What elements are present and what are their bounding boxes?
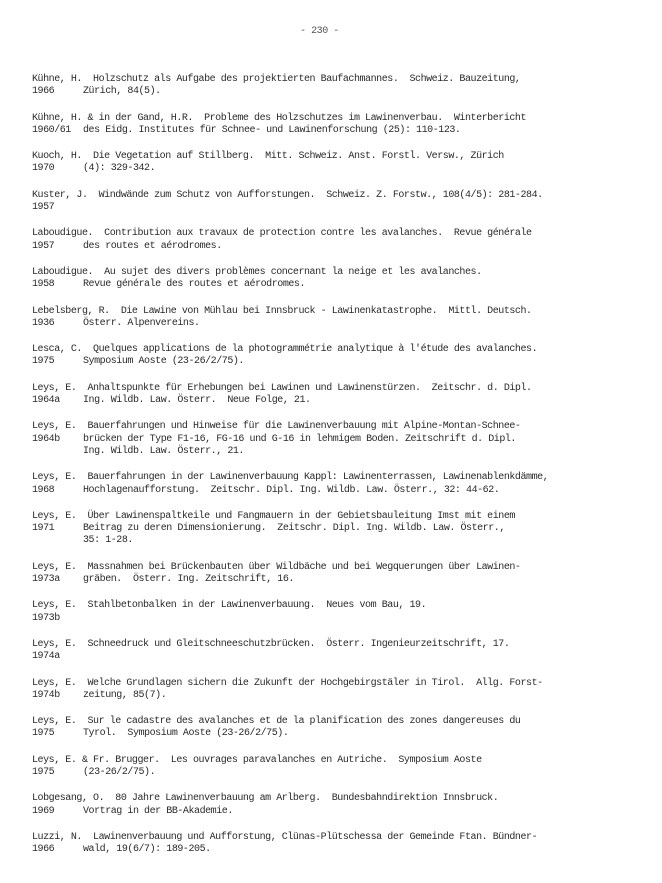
entry-continuation-line <box>32 202 652 214</box>
entry-year: 1936 <box>32 317 55 329</box>
entry-continuation-line <box>32 163 652 175</box>
entry-continuation-line <box>32 844 652 856</box>
entry-text: (4): 329-342. <box>83 163 156 175</box>
entry-head: Leys, E. Welche Grundlagen sichern die Zukunft der Hochgebirgstäler in Tirol. Allg. Forst- <box>32 677 543 689</box>
entry-head: Leys, E. Bauerfahrungen und Hinweise für die Lawinenverbauung mit Alpine-Montan-Schnee- <box>32 421 521 433</box>
entry-year: 1973a <box>32 574 60 586</box>
entry-head: Laboudigue. Au sujet des divers problèmes concernant la neige et les avalanches. <box>32 266 482 278</box>
entry-text: des routes et aérodromes. <box>83 240 222 252</box>
page-number: - 230 - <box>300 26 339 37</box>
bibliography-entry <box>32 113 652 138</box>
entry-head: Lebelsberg, R. Die Lawine von Mühlau bei Innsbruck - Lawinenkatastrophe. Mittl. Deutsch. <box>32 305 532 317</box>
entry-text: gräben. Österr. Ing. Zeitschrift, 16. <box>83 574 294 586</box>
bibliography-list <box>32 74 652 870</box>
bibliography-entry <box>32 344 652 369</box>
entry-text: Hochlagenaufforstung. Zeitschr. Dipl. Ing. Wildb. Law. Österr., 32: 44-62. <box>83 484 500 496</box>
bibliography-entry <box>32 716 652 741</box>
entry-year: 1973b <box>32 612 60 624</box>
entry-text: 35: 1-28. <box>83 535 133 547</box>
entry-head: Leys, E. Massnahmen bei Brückenbauten über Wildbäche und bei Wegquerungen über Lawinen- <box>32 561 521 573</box>
entry-text: Tyrol. Symposium Aoste (23-26/2/75). <box>83 728 289 740</box>
entry-text: Revue générale des routes et aérodromes. <box>83 279 306 291</box>
entry-text: zeitung, 85(7). <box>83 689 167 701</box>
entry-head: Leys, E. Anhaltspunkte für Erhebungen bei Lawinen und Lawinenstürzen. Zeitschr. d. Dipl. <box>32 382 532 394</box>
bibliography-entry <box>32 600 652 625</box>
entry-head: Leys, E. Sur le cadastre des avalanches et de la planification des zones dangereuses du <box>32 716 521 728</box>
entry-year: 1966 <box>32 844 55 856</box>
entry-continuation-line <box>32 318 652 330</box>
entry-continuation-line <box>32 651 652 663</box>
entry-text: Symposium Aoste (23-26/2/75). <box>83 356 244 368</box>
entry-head: Lobgesang, O. 80 Jahre Lawinenverbauung am Arlberg. Bundesbahndirektion Innsbruck. <box>32 793 499 805</box>
entry-head: Kühne, H. Holzschutz als Aufgabe des projektierten Baufachmannes. Schweiz. Bauzeitung, <box>32 74 521 85</box>
entry-head: Laboudigue. Contribution aux travaux de protection contre les avalanches. Revue générale <box>32 228 532 240</box>
entry-continuation-line <box>32 535 652 547</box>
entry-continuation-line <box>32 125 652 137</box>
bibliography-entry <box>32 832 652 857</box>
bibliography-entry <box>32 74 652 99</box>
bibliography-entry <box>32 678 652 703</box>
entry-year: 1960/61 <box>32 124 71 136</box>
entry-head: Luzzi, N. Lawinenverbauung und Aufforstung, Clünas-Plütschessa der Gemeinde Ftan. Bündner- <box>32 831 538 843</box>
entry-year: 1971 <box>32 523 55 535</box>
bibliography-entry <box>32 793 652 818</box>
entry-continuation-line <box>32 767 652 779</box>
entry-head: Leys, E. Schneedruck und Gleitschneeschutzbrücken. Österr. Ingenieurzeitschrift, 17. <box>32 638 510 650</box>
entry-continuation-line <box>32 523 652 535</box>
entry-continuation-line <box>32 241 652 253</box>
bibliography-entry <box>32 151 652 176</box>
bibliography-entry <box>32 472 652 497</box>
bibliography-entry <box>32 562 652 587</box>
entry-continuation-line <box>32 806 652 818</box>
entry-head: Leys, E. Stahlbetonbalken in der Lawinenverbauung. Neues vom Bau, 19. <box>32 600 427 612</box>
bibliography-entry <box>32 190 652 215</box>
bibliography-entry <box>32 755 652 780</box>
entry-text: Ing. Wildb. Law. Österr., 21. <box>83 445 244 457</box>
bibliography-entry <box>32 511 652 548</box>
entry-year: 1975 <box>32 728 55 740</box>
entry-year: 1966 <box>32 86 55 98</box>
bibliography-entry <box>32 421 652 458</box>
entry-year: 1970 <box>32 163 55 175</box>
entry-text: Zürich, 84(5). <box>83 86 161 98</box>
entry-year: 1958 <box>32 279 55 291</box>
bibliography-entry <box>32 228 652 253</box>
bibliography-entry <box>32 267 652 292</box>
entry-text: Österr. Alpenvereins. <box>83 317 200 329</box>
entry-continuation-line <box>32 613 652 625</box>
entry-continuation-line <box>32 728 652 740</box>
entry-year: 1968 <box>32 484 55 496</box>
entry-continuation-line <box>32 485 652 497</box>
entry-head: Leys, E. Über Lawinenspaltkeile und Fangmauern in der Gebietsbauleitung Imst mit einem <box>32 510 515 522</box>
entry-head: Leys, E. Bauerfahrungen in der Lawinenverbauung Kappl: Lawinenterrassen, Lawinenablenkdämme, <box>32 472 549 484</box>
entry-text: brücken der Type F1-16, FG-16 und G-16 in lehmigem Boden. Zeitschrift d. Dipl. <box>83 433 516 445</box>
entry-head: Kühne, H. & in der Gand, H.R. Probleme des Holzschutzes im Lawinenverbau. Winterbericht <box>32 112 527 124</box>
entry-head: Lesca, C. Quelques applications de la photogrammétrie analytique à l'étude des avalanches. <box>32 344 538 356</box>
entry-continuation-line <box>32 574 652 586</box>
entry-continuation-line <box>32 279 652 291</box>
entry-year: 1957 <box>32 240 55 252</box>
entry-continuation-line <box>32 690 652 702</box>
entry-text: (23-26/2/75). <box>83 766 156 778</box>
entry-head: Kuoch, H. Die Vegetation auf Stillberg. Mitt. Schweiz. Anst. Forstl. Versw., Zürich <box>32 151 504 163</box>
entry-text: des Eidg. Institutes für Schnee- und Lawinenforschung (25): 110-123. <box>83 124 461 136</box>
entry-continuation-line <box>32 86 652 98</box>
entry-year: 1957 <box>32 202 55 214</box>
entry-year: 1969 <box>32 805 55 817</box>
entry-year: 1974a <box>32 651 60 663</box>
entry-year: 1964a <box>32 395 60 407</box>
entry-year: 1964b <box>32 433 60 445</box>
entry-text: Vortrag in der BB-Akademie. <box>83 805 233 817</box>
entry-year: 1975 <box>32 766 55 778</box>
entry-continuation-line <box>32 434 652 446</box>
entry-text: wald, 19(6/7): 189-205. <box>83 844 211 856</box>
bibliography-entry <box>32 306 652 331</box>
entry-continuation-line <box>32 446 652 458</box>
entry-text: Ing. Wildb. Law. Österr. Neue Folge, 21. <box>83 395 311 407</box>
entry-continuation-line <box>32 356 652 368</box>
entry-year: 1975 <box>32 356 55 368</box>
bibliography-entry <box>32 639 652 664</box>
bibliography-entry <box>32 383 652 408</box>
entry-year: 1974b <box>32 689 60 701</box>
entry-continuation-line <box>32 395 652 407</box>
entry-head: Kuster, J. Windwände zum Schutz von Aufforstungen. Schweiz. Z. Forstw., 108(4/5): 281-284. <box>32 189 543 201</box>
entry-text: Beitrag zu deren Dimensionierung. Zeitschr. Dipl. Ing. Wildb. Law. Österr., <box>83 523 505 535</box>
entry-head: Leys, E. & Fr. Brugger. Les ouvrages paravalanches en Autriche. Symposium Aoste <box>32 754 482 766</box>
